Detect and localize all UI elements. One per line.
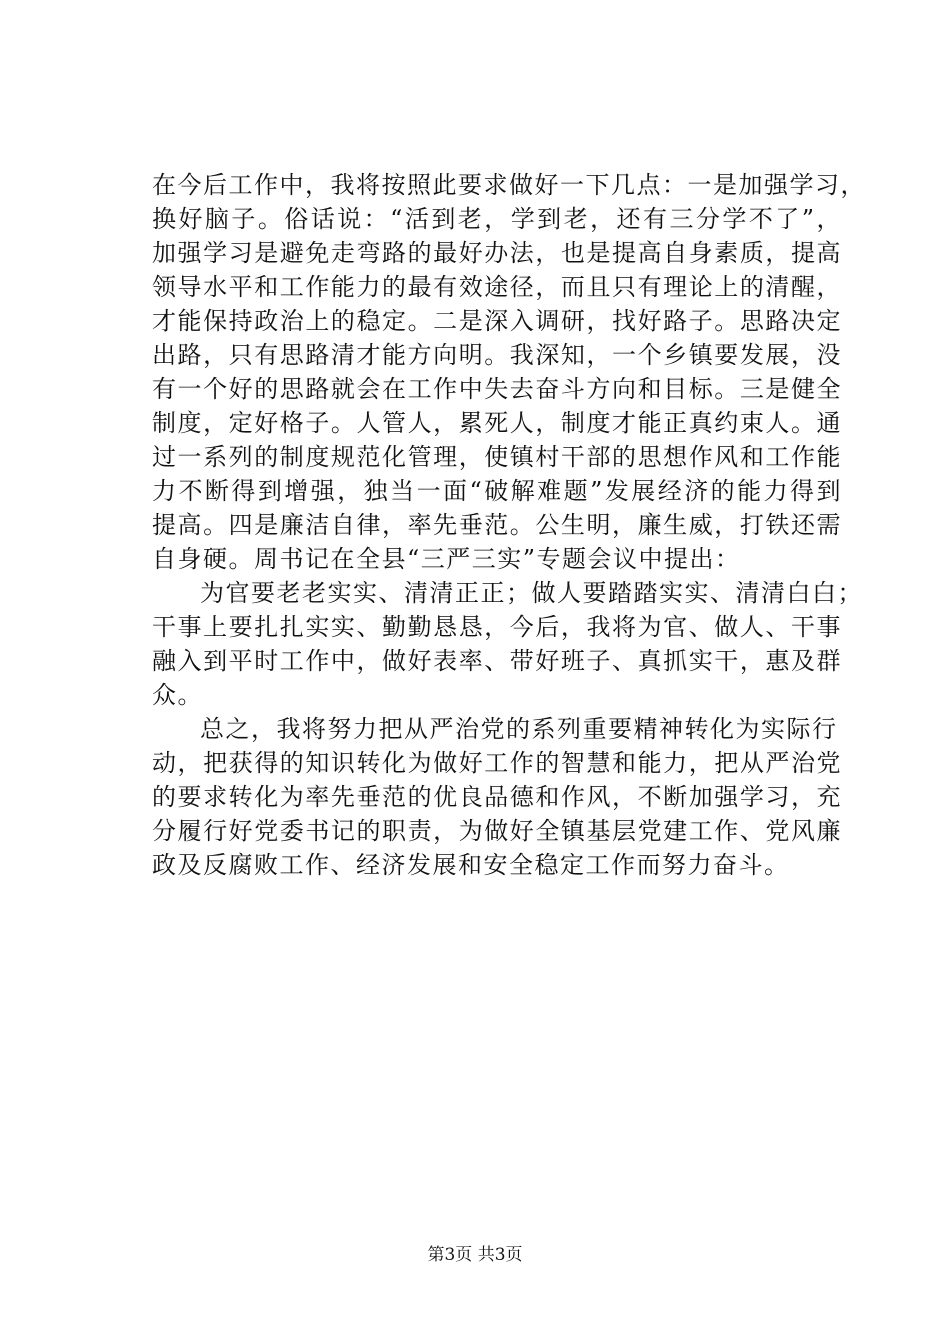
- paragraph-1-line-7: 有一个好的思路就会在工作中失去奋斗方向和目标。三是健全: [152, 375, 842, 403]
- paragraph-1-line-10: 力不断得到增强，独当一面“破解难题”发展经济的能力得到: [152, 477, 842, 505]
- paragraph-2-line-1: 为官要老老实实、清清正正；做人要踏踏实实、清清白白；: [200, 579, 863, 607]
- paragraph-1-line-5: 才能保持政治上的稳定。二是深入调研，找好路子。思路决定: [152, 307, 842, 335]
- paragraph-3-line-3: 的要求转化为率先垂范的优良品德和作风，不断加强学习，充: [152, 783, 842, 811]
- paragraph-1-line-9: 过一系列的制度规范化管理，使镇村干部的思想作风和工作能: [152, 443, 842, 471]
- paragraph-3-line-4: 分履行好党委书记的职责，为做好全镇基层党建工作、党风廉: [152, 817, 842, 845]
- paragraph-1-line-6: 出路，只有思路清才能方向明。我深知，一个乡镇要发展，没: [152, 341, 842, 369]
- paragraph-3-line-5: 政及反腐败工作、经济发展和安全稳定工作而努力奋斗。: [152, 851, 790, 879]
- paragraph-1-line-3: 加强学习是避免走弯路的最好办法，也是提高自身素质，提高: [152, 239, 842, 267]
- paragraph-3-line-2: 动，把获得的知识转化为做好工作的智慧和能力，把从严治党: [152, 749, 842, 777]
- paragraph-2-line-3: 融入到平时工作中，做好表率、带好班子、真抓实干，惠及群: [152, 647, 842, 675]
- body-text: [152, 168, 866, 882]
- paragraph-2-line-2: 干事上要扎扎实实、勤勤恳恳，今后，我将为官、做人、干事: [152, 613, 842, 641]
- paragraph-1-line-12: 自身硬。周书记在全县“三严三实”专题会议中提出：: [152, 545, 741, 573]
- page-number-footer: 第3页 共3页: [427, 1245, 523, 1265]
- paragraph-1-line-11: 提高。四是廉洁自律，率先垂范。公生明，廉生威，打铁还需: [152, 511, 842, 539]
- paragraph-1-line-2: 换好脑子。俗话说：“活到老，学到老，还有三分学不了”，: [152, 205, 842, 233]
- paragraph-3-line-1: 总之，我将努力把从严治党的系列重要精神转化为实际行: [200, 715, 838, 743]
- paragraph-2-line-4: 众。: [152, 681, 203, 709]
- paragraph-1-line-1: 在今后工作中，我将按照此要求做好一下几点：一是加强学习，: [152, 171, 866, 199]
- paragraph-1-line-8: 制度，定好格子。人管人，累死人，制度才能正真约束人。通: [152, 409, 842, 437]
- paragraph-1-line-4: 领导水平和工作能力的最有效途径，而且只有理论上的清醒，: [152, 273, 842, 301]
